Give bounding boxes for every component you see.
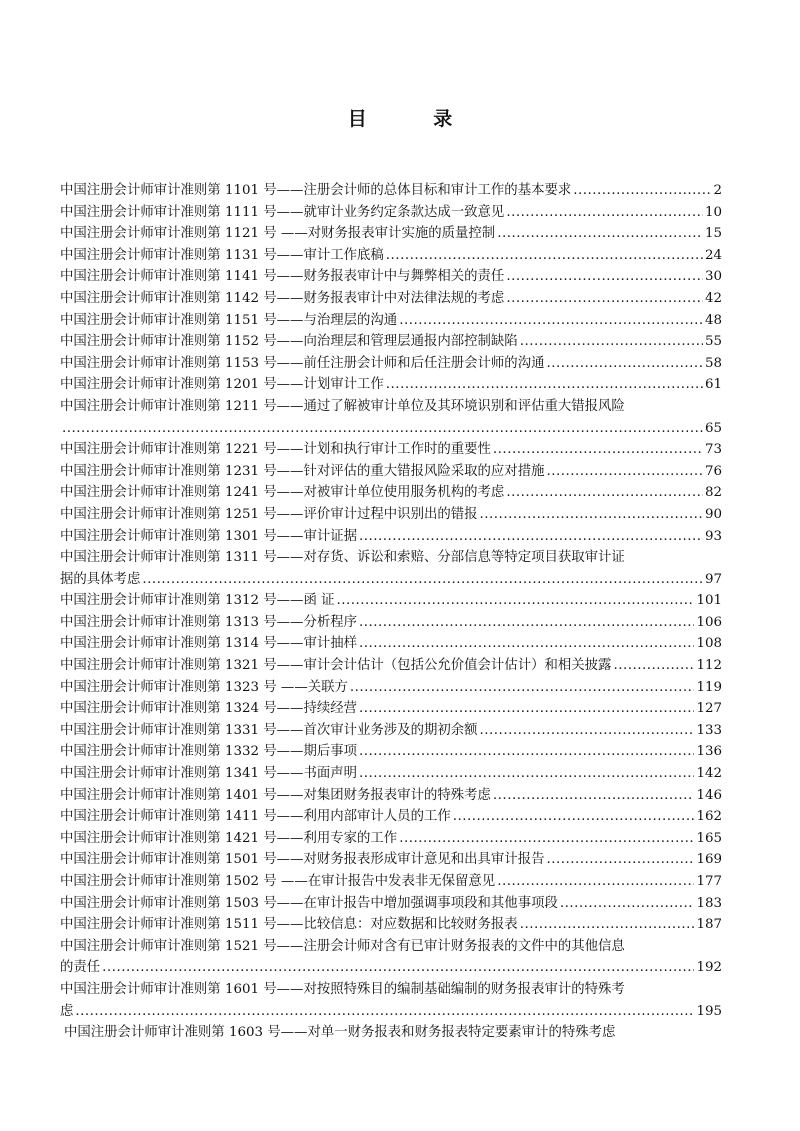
dot-leader	[493, 785, 695, 807]
toc-entry-title: 中国注册会计师审计准则第 1301 号——审计证据	[60, 528, 358, 544]
dot-leader	[142, 569, 703, 591]
toc-entry-title: 中国注册会计师审计准则第 1153 号——前任注册会计师和后任注册会计师的沟通	[60, 355, 545, 371]
dot-leader	[359, 633, 694, 655]
toc-entry[interactable]	[60, 266, 722, 288]
dot-leader	[386, 245, 703, 267]
page-title: 目 录	[347, 108, 483, 130]
table-of-contents	[60, 180, 722, 1044]
toc-entry-title: 中国注册会计师审计准则第 1201 号——计划审计工作	[60, 377, 384, 393]
toc-entry[interactable]	[60, 655, 722, 677]
toc-page-number: 133	[696, 722, 722, 738]
toc-page-number: 76	[704, 463, 722, 479]
toc-entry[interactable]	[60, 893, 722, 915]
toc-entry-title: 中国注册会计师审计准则第 1131 号——审计工作底稿	[60, 247, 384, 263]
toc-page-number: 90	[704, 506, 722, 522]
toc-page-number: 177	[696, 874, 722, 889]
toc-entry-title: 中国注册会计师审计准则第 1603 号——对单一财务报表和财务报表特定要素审计的特殊考虑	[64, 1025, 616, 1041]
toc-entry-title: 中国注册会计师审计准则第 1111 号——就审计业务约定条款达成一致意见	[60, 204, 505, 220]
toc-entry-title: 中国注册会计师审计准则第 1521 号——注册会计师对含有已审计财务报表的文件中的其他信息	[60, 938, 625, 954]
dot-leader	[493, 439, 703, 461]
toc-entry[interactable]	[60, 612, 722, 634]
dot-leader	[560, 893, 695, 915]
toc-entry-title: 中国注册会计师审计准则第 1324 号——持续经营	[60, 701, 358, 717]
toc-page-number: 2	[713, 183, 722, 198]
toc-entry[interactable]	[60, 806, 722, 828]
toc-page-number: 97	[704, 571, 722, 587]
toc-entry[interactable]	[60, 763, 722, 785]
toc-entry[interactable]	[60, 677, 722, 699]
toc-entry-title: 中国注册会计师审计准则第 1141 号——财务报表审计中与舞弊相关的责任	[60, 269, 505, 285]
toc-entry[interactable]	[60, 482, 722, 504]
toc-entry-title: 中国注册会计师审计准则第 1314 号——审计抽样	[60, 636, 358, 652]
toc-entry-title: 中国注册会计师审计准则第 1311 号——对存货、诉讼和索赔、分部信息等特定项目获取审计证	[60, 550, 625, 566]
toc-entry[interactable]	[60, 914, 722, 936]
toc-entry[interactable]	[60, 245, 722, 267]
toc-entry-title: 中国注册会计师审计准则第 1313 号——分析程序	[60, 614, 358, 630]
toc-entry[interactable]	[60, 288, 722, 310]
toc-entry[interactable]	[60, 698, 722, 720]
toc-page-number: 106	[696, 614, 722, 630]
toc-entry[interactable]	[60, 871, 722, 893]
dot-leader	[480, 720, 695, 742]
toc-entry[interactable]	[60, 353, 722, 375]
dot-leader	[386, 374, 703, 396]
toc-entry[interactable]	[60, 828, 722, 850]
toc-page-number: 183	[696, 895, 722, 911]
dot-leader	[506, 288, 703, 310]
toc-entry[interactable]	[60, 504, 722, 526]
dot-leader	[453, 806, 695, 828]
toc-entry[interactable]	[60, 223, 722, 245]
toc-entry-title: 中国注册会计师审计准则第 1251 号——评价审计过程中识别出的错报	[60, 506, 478, 522]
dot-leader	[546, 461, 702, 483]
toc-entry-title: 中国注册会计师审计准则第 1323 号 ——关联方	[60, 679, 348, 695]
toc-page-number: 119	[696, 679, 722, 695]
toc-page-number: 165	[696, 830, 722, 846]
toc-page-number: 48	[704, 312, 722, 328]
toc-entry[interactable]	[60, 396, 722, 439]
toc-entry[interactable]	[60, 526, 722, 548]
toc-entry-title: 据的具体考虑	[60, 571, 141, 587]
toc-page-number: 30	[704, 269, 722, 285]
dot-leader	[350, 677, 695, 699]
toc-entry-title: 中国注册会计师审计准则第 1502 号 ——在审计报告中发表非无保留意见	[60, 874, 496, 889]
toc-entry-title: 中国注册会计师审计准则第 1121 号 ——对财务报表审计实施的质量控制	[60, 226, 496, 242]
toc-entry-title: 中国注册会计师审计准则第 1312 号——函 证	[60, 593, 335, 609]
toc-page-number: 55	[704, 334, 722, 350]
toc-entry-title: 的责任	[60, 960, 101, 976]
toc-entry[interactable]	[60, 720, 722, 742]
toc-entry-title: 中国注册会计师审计准则第 1401 号——对集团财务报表审计的特殊考虑	[60, 787, 491, 803]
toc-page-number: 108	[696, 636, 722, 652]
toc-entry[interactable]	[60, 785, 722, 807]
dot-leader	[573, 180, 711, 202]
dot-leader	[359, 612, 694, 634]
toc-entry-title: 中国注册会计师审计准则第 1321 号——审计会计估计（包括公允价值会计估计）和相关披露	[60, 658, 612, 674]
toc-entry-title: 虑	[60, 1003, 74, 1019]
toc-entry-title: 中国注册会计师审计准则第 1511 号——比较信息：对应数据和比较财务报表	[60, 917, 518, 933]
dot-leader	[546, 353, 702, 375]
toc-page-number: 65	[704, 420, 722, 436]
toc-page-number: 58	[704, 355, 722, 371]
toc-page-number: 146	[696, 787, 722, 803]
toc-entry[interactable]	[60, 331, 722, 353]
dot-leader	[497, 871, 694, 893]
toc-entry[interactable]	[60, 374, 722, 396]
toc-page-number: 61	[704, 377, 722, 393]
toc-page-number: 82	[704, 485, 722, 501]
toc-page-number: 15	[704, 226, 722, 242]
toc-page-number: 73	[704, 442, 722, 458]
toc-page-number: 10	[704, 204, 722, 220]
toc-entry-title: 中国注册会计师审计准则第 1411 号——利用内部审计人员的工作	[60, 809, 451, 825]
toc-page-number: 42	[704, 290, 722, 306]
toc-page-number: 127	[696, 701, 722, 717]
dot-leader	[337, 590, 695, 612]
toc-entry-title: 中国注册会计师审计准则第 1601 号——对按照特殊目的编制基础编制的财务报表审计的特殊考	[60, 981, 625, 997]
toc-page-number: 112	[696, 658, 722, 674]
toc-entry-title: 中国注册会计师审计准则第 1501 号——对财务报表形成审计意见和出具审计报告	[60, 852, 545, 868]
dot-leader	[520, 331, 703, 353]
dot-leader	[359, 741, 694, 763]
toc-entry[interactable]	[60, 1022, 722, 1044]
dot-leader	[359, 763, 694, 785]
toc-entry-title: 中国注册会计师审计准则第 1332 号——期后事项	[60, 744, 358, 760]
toc-page-number: 142	[696, 766, 722, 782]
dot-leader	[613, 655, 694, 677]
toc-page-number: 195	[696, 1003, 722, 1019]
toc-entry[interactable]	[60, 461, 722, 483]
toc-entry-title: 中国注册会计师审计准则第 1331 号——首次审计业务涉及的期初余额	[60, 722, 478, 738]
toc-entry[interactable]	[60, 849, 722, 871]
toc-entry[interactable]	[60, 180, 722, 202]
dot-leader	[546, 849, 694, 871]
toc-entry-title: 中国注册会计师审计准则第 1142 号——财务报表审计中对法律法规的考虑	[60, 290, 505, 306]
dot-leader	[506, 202, 703, 224]
dot-leader	[506, 482, 703, 504]
toc-entry[interactable]	[60, 741, 722, 763]
toc-page-number: 93	[704, 528, 722, 544]
dot-leader	[480, 504, 703, 526]
toc-entry-title: 中国注册会计师审计准则第 1152 号——向治理层和管理层通报内部控制缺陷	[60, 334, 518, 350]
dot-leader	[506, 266, 703, 288]
toc-entry-title: 中国注册会计师审计准则第 1211 号——通过了解被审计单位及其环境识别和评估重大错报风险	[60, 398, 625, 414]
toc-page-number: 101	[696, 593, 722, 609]
dot-leader	[520, 914, 695, 936]
toc-entry-title: 中国注册会计师审计准则第 1421 号——利用专家的工作	[60, 830, 398, 846]
toc-entry-title: 中国注册会计师审计准则第 1503 号——在审计报告中增加强调事项段和其他事项段	[60, 895, 558, 911]
dot-leader	[359, 526, 703, 548]
toc-page-number: 169	[696, 852, 722, 868]
toc-entry[interactable]	[60, 590, 722, 612]
dot-leader	[359, 698, 694, 720]
dot-leader	[399, 828, 694, 850]
toc-entry[interactable]	[60, 633, 722, 655]
toc-page-number: 192	[696, 960, 722, 976]
dot-leader	[102, 957, 694, 979]
toc-entry-title: 中国注册会计师审计准则第 1221 号——计划和执行审计工作时的重要性	[60, 442, 491, 458]
toc-page-number: 136	[696, 744, 722, 760]
toc-page-number: 24	[704, 247, 722, 263]
toc-entry-title: 中国注册会计师审计准则第 1241 号——对被审计单位使用服务机构的考虑	[60, 485, 505, 501]
toc-entry[interactable]	[60, 979, 722, 1022]
toc-page-number: 187	[696, 917, 722, 933]
toc-entry-title: 中国注册会计师审计准则第 1101 号——注册会计师的总体目标和审计工作的基本要求	[60, 183, 572, 198]
dot-leader	[399, 310, 703, 332]
toc-entry-title: 中国注册会计师审计准则第 1341 号——书面声明	[60, 766, 358, 782]
dot-leader	[62, 418, 703, 440]
toc-page-number: 162	[696, 809, 722, 825]
dot-leader	[75, 1001, 694, 1023]
toc-entry[interactable]	[60, 936, 722, 979]
toc-entry[interactable]	[60, 202, 722, 224]
toc-entry[interactable]	[60, 310, 722, 332]
toc-entry-title: 中国注册会计师审计准则第 1151 号——与治理层的沟通	[60, 312, 398, 328]
toc-entry[interactable]	[60, 439, 722, 461]
toc-entry-title: 中国注册会计师审计准则第 1231 号——针对评估的重大错报风险采取的应对措施	[60, 463, 545, 479]
dot-leader	[497, 223, 703, 245]
toc-entry[interactable]	[60, 547, 722, 590]
